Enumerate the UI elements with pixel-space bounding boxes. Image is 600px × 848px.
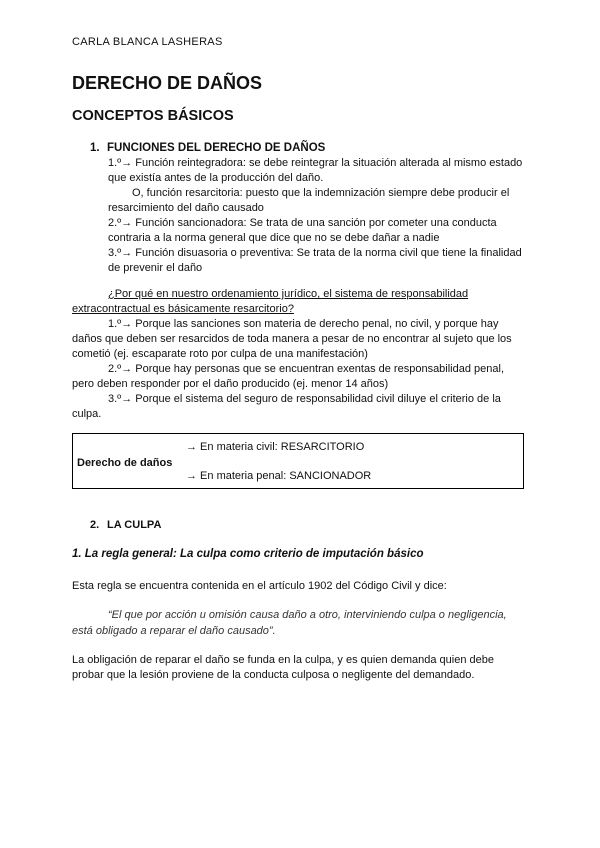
document-title: DERECHO DE DAÑOS <box>72 73 263 93</box>
answer-line: pero deben responder por el daño producido (ej. menor 14 años) <box>72 378 389 390</box>
answer-line: 1.º→ Porque las sanciones son materia de derecho penal, no civil, y porque hay <box>108 318 499 330</box>
closing-paragraph <box>72 653 494 683</box>
summary-box-civil: → En materia civil: RESARCITORIO <box>186 441 365 453</box>
author-name: CARLA BLANCA LASHERAS <box>72 36 223 48</box>
section-1-title: FUNCIONES DEL DERECHO DE DAÑOS <box>107 142 326 154</box>
answer-line: daños que deben ser resarcidos de toda manera a pesar de no encontrar al sujeto que los <box>72 333 512 345</box>
function-line: resarcimiento del daño causado <box>108 202 264 214</box>
function-line: O, función resarcitoria: puesto que la indemnización siempre debe producir el <box>132 187 510 199</box>
question-line: extracontractual es básicamente resarcitorio? <box>72 303 294 315</box>
function-line: 3.º→ Función disuasoria o preventiva: Se trata de la norma civil que tiene la finalidad <box>108 247 522 259</box>
function-line: de prevenir el daño <box>108 262 203 274</box>
function-line: 1.º→ Función reintegradora: se debe reintegrar la situación alterada al mismo estado <box>108 157 523 169</box>
legal-quote <box>72 607 507 639</box>
section-2-title: LA CULPA <box>107 519 162 531</box>
function-line: que existía antes de la producción del daño. <box>108 172 324 184</box>
answers <box>72 317 512 422</box>
function-line: contraria a la norma general que dice que no se debe dañar a nadie <box>108 232 440 244</box>
quote-line: “El que por acción u omisión causa daño a otro, interviniendo culpa o negligencia, <box>108 609 507 621</box>
section-2-intro: Esta regla se encuentra contenida en el artículo 1902 del Código Civil y dice: <box>72 580 447 592</box>
functions-list <box>108 156 522 276</box>
quote-line: está obligado a reparar el daño causado”. <box>72 625 276 637</box>
summary-box-label: Derecho de daños <box>77 457 173 469</box>
closing-line: La obligación de reparar el daño se funda en la culpa, y es quien demanda quien debe <box>72 654 494 666</box>
section-1-number: 1. <box>90 142 100 154</box>
document-subtitle: CONCEPTOS BÁSICOS <box>72 108 234 124</box>
section-2-number: 2. <box>90 519 100 531</box>
function-line: 2.º→ Función sancionadora: Se trata de una sanción por cometer una conducta <box>108 217 497 229</box>
summary-box-penal: → En materia penal: SANCIONADOR <box>186 470 372 482</box>
answer-line: 2.º→ Porque hay personas que se encuentran exentas de responsabilidad penal, <box>108 363 505 375</box>
closing-line: probar que la lesión proviene de la conducta culposa o negligente del demandado. <box>72 669 475 681</box>
section-2-heading <box>90 519 161 531</box>
answer-line: 3.º→ Porque el sistema del seguro de responsabilidad civil diluye el criterio de la <box>108 393 501 405</box>
answer-line: cometió (ej. escaparate roto por culpa de una manifestación) <box>72 348 368 360</box>
answer-line: culpa. <box>72 408 102 420</box>
question <box>72 287 468 317</box>
section-1-heading <box>90 142 325 154</box>
summary-box <box>72 433 524 489</box>
question-line: ¿Por qué en nuestro ordenamiento jurídico, el sistema de responsabilidad <box>108 288 469 300</box>
section-2-subheading: 1. La regla general: La culpa como criterio de imputación básico <box>72 548 424 560</box>
